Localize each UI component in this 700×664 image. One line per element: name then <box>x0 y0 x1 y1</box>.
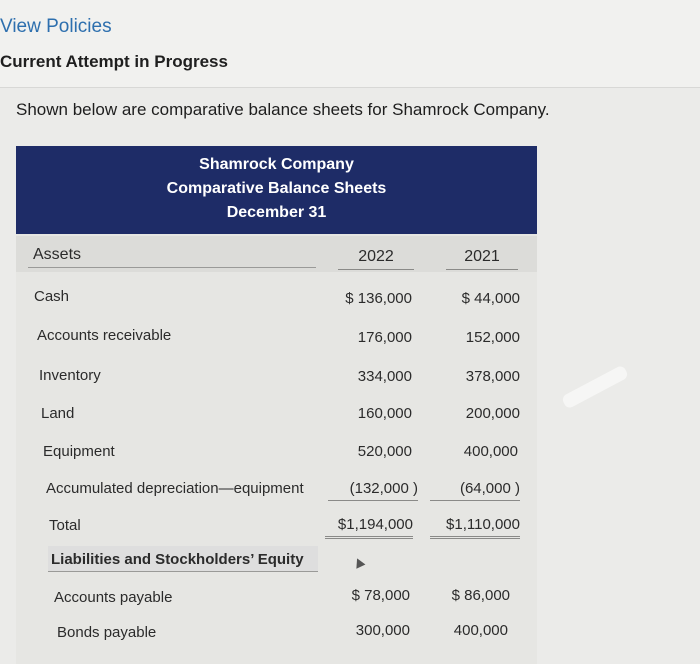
view-policies-link[interactable]: View Policies <box>0 16 112 37</box>
assets-heading-underline <box>28 267 316 268</box>
question-intro: Shown below are comparative balance sheets for Shamrock Company. <box>16 100 550 119</box>
attempt-status: Current Attempt in Progress <box>0 52 228 71</box>
screen-glare <box>561 364 629 409</box>
accounts-receivable-2021: 152,000 <box>465 329 520 346</box>
bonds-payable-2022: 300,000 <box>355 622 410 639</box>
assets-heading: Assets <box>33 246 82 263</box>
row-label-accounts-receivable: Accounts receivable <box>37 327 172 344</box>
equipment-2022: 520,000 <box>357 443 412 460</box>
row-label-inventory: Inventory <box>39 367 101 384</box>
total-2022: $1,194,000 <box>325 516 413 539</box>
row-label-accumulated-depreciation: Accumulated depreciation—equipment <box>46 480 304 497</box>
accounts-payable-2022: $ 78,000 <box>351 587 410 604</box>
row-label-land: Land <box>41 405 75 422</box>
top-bar <box>0 0 700 88</box>
row-label-bonds-payable: Bonds payable <box>57 624 157 641</box>
liabilities-heading: Liabilities and Stockholders’ Equity <box>51 551 304 568</box>
liabilities-heading-underline <box>48 571 318 572</box>
land-2022: 160,000 <box>357 405 412 422</box>
bonds-payable-2021: 400,000 <box>453 622 508 639</box>
row-label-accounts-payable: Accounts payable <box>54 589 173 606</box>
col-2022-heading: 2022 <box>338 248 414 270</box>
row-label-cash: Cash <box>34 288 70 305</box>
equipment-2021: 400,000 <box>463 443 518 460</box>
total-2021: $1,110,000 <box>430 516 520 539</box>
inventory-2022: 334,000 <box>357 368 412 385</box>
col-2021-heading: 2021 <box>446 248 518 270</box>
statement-date: December 31 <box>226 204 327 221</box>
land-2021: 200,000 <box>465 405 520 422</box>
cash-2022: $ 136,000 <box>345 290 412 307</box>
company-name: Shamrock Company <box>199 156 354 173</box>
accumulated-depreciation-2021: (64,000 ) <box>430 480 520 501</box>
row-label-total: Total <box>49 517 81 534</box>
accumulated-depreciation-2022: (132,000 ) <box>328 480 418 501</box>
accounts-receivable-2022: 176,000 <box>357 329 412 346</box>
accounts-payable-2021: $ 86,000 <box>451 587 510 604</box>
statement-title: Comparative Balance Sheets <box>166 180 387 197</box>
statement-header <box>16 146 537 234</box>
inventory-2021: 378,000 <box>465 368 520 385</box>
cash-2021: $ 44,000 <box>461 290 520 307</box>
row-label-equipment: Equipment <box>43 443 115 460</box>
